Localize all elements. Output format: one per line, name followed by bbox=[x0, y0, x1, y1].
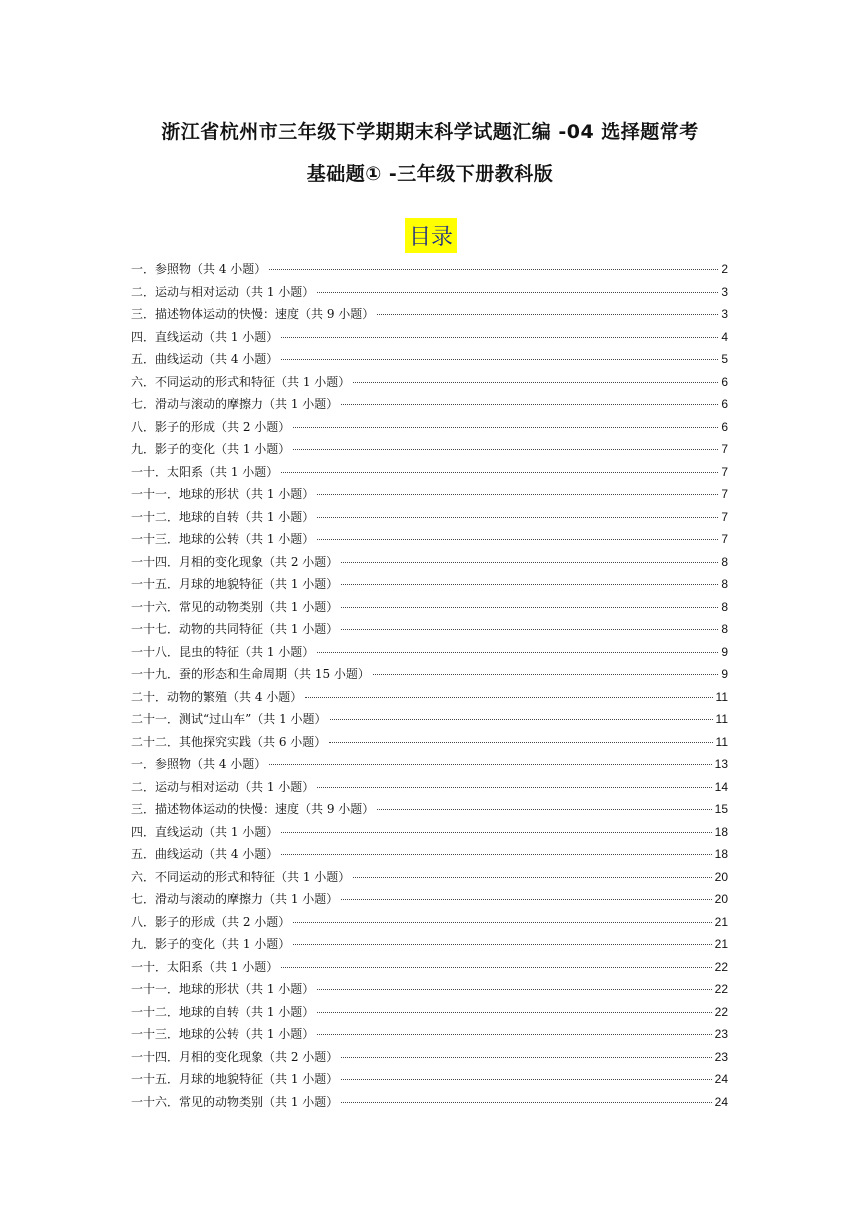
toc-entry-page-number[interactable]: 20 bbox=[714, 869, 728, 884]
toc-entry-page-number[interactable]: 22 bbox=[714, 959, 728, 974]
toc-entry-label[interactable]: 一十一．地球的形状（共 1 小题） bbox=[131, 982, 315, 996]
toc-entry-page-number[interactable]: 9 bbox=[721, 667, 728, 681]
toc-dot-leader bbox=[281, 337, 718, 338]
toc-entry[interactable] bbox=[131, 821, 728, 844]
toc-dot-leader bbox=[317, 539, 718, 540]
toc-entry[interactable] bbox=[131, 731, 728, 754]
toc-entry-label[interactable]: 五．曲线运动（共 4 小题） bbox=[131, 352, 279, 366]
toc-entry-page-number[interactable]: 5 bbox=[721, 352, 728, 366]
toc-dot-leader bbox=[293, 449, 718, 450]
toc-entry[interactable] bbox=[131, 416, 728, 439]
toc-entry-page-number[interactable]: 7 bbox=[721, 509, 728, 524]
toc-entry-label[interactable]: 二十一．测试“过山车”（共 1 小题） bbox=[131, 712, 327, 726]
toc-dot-leader bbox=[293, 922, 711, 923]
toc-entry-page-number[interactable]: 22 bbox=[714, 1004, 728, 1019]
toc-entry[interactable] bbox=[131, 281, 728, 304]
toc-entry-label[interactable]: 二十二．其他探究实践（共 6 小题） bbox=[131, 734, 327, 749]
toc-dot-leader bbox=[317, 787, 711, 788]
toc-entry[interactable] bbox=[131, 303, 728, 326]
toc-entry-label[interactable]: 一十二．地球的自转（共 1 小题） bbox=[131, 1004, 315, 1019]
toc-dot-leader bbox=[341, 899, 711, 900]
toc-entry-label[interactable]: 七．滑动与滚动的摩擦力（共 1 小题） bbox=[131, 892, 339, 906]
toc-entry[interactable] bbox=[131, 776, 728, 799]
toc-entry-page-number[interactable]: 18 bbox=[714, 824, 728, 839]
toc-dot-leader bbox=[317, 292, 718, 293]
toc-entry-label[interactable]: 一十七．动物的共同特征（共 1 小题） bbox=[131, 622, 339, 636]
toc-entry-label[interactable]: 一十五．月球的地貌特征（共 1 小题） bbox=[131, 577, 339, 591]
toc-entry-label[interactable]: 八．影子的形成（共 2 小题） bbox=[131, 419, 291, 434]
toc-dot-leader bbox=[373, 674, 718, 675]
toc-entry[interactable] bbox=[131, 1046, 728, 1069]
toc-entry-label[interactable]: 五．曲线运动（共 4 小题） bbox=[131, 847, 279, 861]
toc-dot-leader bbox=[317, 517, 718, 518]
toc-entry[interactable] bbox=[131, 326, 728, 349]
toc-dot-leader bbox=[305, 697, 712, 698]
toc-entry-label[interactable]: 六．不同运动的形式和特征（共 1 小题） bbox=[131, 374, 351, 389]
toc-dot-leader bbox=[377, 809, 711, 810]
toc-entry[interactable] bbox=[131, 663, 728, 686]
toc-entry-page-number[interactable]: 20 bbox=[714, 892, 728, 906]
toc-entry-page-number[interactable]: 18 bbox=[714, 847, 728, 861]
toc-dot-leader bbox=[317, 652, 718, 653]
toc-entry-page-number[interactable]: 21 bbox=[714, 937, 728, 951]
toc-entry-label[interactable]: 一十六．常见的动物类别（共 1 小题） bbox=[131, 1094, 339, 1109]
toc-entry-page-number[interactable]: 8 bbox=[721, 599, 728, 614]
toc-entry-page-number[interactable]: 6 bbox=[721, 397, 728, 411]
document-title-line-2: 基础题① -三年级下册教科版 bbox=[306, 163, 554, 185]
toc-entry-page-number[interactable]: 7 bbox=[721, 532, 728, 546]
toc-entry-label[interactable]: 三．描述物体运动的快慢：速度（共 9 小题） bbox=[131, 307, 375, 321]
toc-dot-leader bbox=[341, 584, 718, 585]
toc-entry-label[interactable]: 二．运动与相对运动（共 1 小题） bbox=[131, 779, 315, 794]
toc-entry-page-number[interactable]: 13 bbox=[714, 757, 728, 771]
toc-dot-leader bbox=[317, 1034, 711, 1035]
toc-entry-page-number[interactable]: 8 bbox=[721, 622, 728, 636]
toc-entry-page-number[interactable]: 3 bbox=[721, 307, 728, 321]
toc-entry-page-number[interactable]: 8 bbox=[721, 554, 728, 569]
toc-entry[interactable] bbox=[131, 618, 728, 641]
toc-dot-leader bbox=[329, 742, 712, 743]
toc-dot-leader bbox=[293, 944, 711, 945]
toc-entry[interactable] bbox=[131, 551, 728, 574]
toc-entry-page-number[interactable]: 8 bbox=[721, 577, 728, 591]
toc-entry-label[interactable]: 一十．太阳系（共 1 小题） bbox=[131, 959, 279, 974]
toc-entry[interactable] bbox=[131, 798, 728, 821]
toc-dot-leader bbox=[269, 269, 718, 270]
toc-entry[interactable] bbox=[131, 1091, 728, 1114]
toc-entry-page-number[interactable]: 24 bbox=[714, 1072, 728, 1086]
toc-entry-page-number[interactable]: 15 bbox=[714, 802, 728, 816]
toc-dot-leader bbox=[293, 427, 718, 428]
toc-entry[interactable] bbox=[131, 708, 728, 731]
toc-entry[interactable] bbox=[131, 641, 728, 664]
toc-entry-page-number[interactable]: 11 bbox=[715, 712, 728, 726]
toc-entry[interactable] bbox=[131, 911, 728, 934]
toc-dot-leader bbox=[281, 854, 711, 855]
toc-dot-leader bbox=[341, 1079, 711, 1080]
toc-entry-page-number[interactable]: 14 bbox=[714, 779, 728, 794]
toc-dot-leader bbox=[341, 1057, 711, 1058]
toc-entry-label[interactable]: 一．参照物（共 4 小题） bbox=[131, 262, 267, 276]
toc-entry-page-number[interactable]: 9 bbox=[721, 644, 728, 659]
toc-entry-label[interactable]: 一十八．昆虫的特征（共 1 小题） bbox=[131, 644, 315, 659]
toc-entry-page-number[interactable]: 7 bbox=[721, 487, 728, 501]
toc-entry-label[interactable]: 一十四．月相的变化现象（共 2 小题） bbox=[131, 1049, 339, 1064]
document-title-line-1: 浙江省杭州市三年级下学期期末科学试题汇编 -04 选择题常考 bbox=[161, 121, 699, 143]
toc-entry[interactable] bbox=[131, 438, 728, 461]
toc-entry-label[interactable]: 一十五．月球的地貌特征（共 1 小题） bbox=[131, 1072, 339, 1086]
toc-entry[interactable] bbox=[131, 978, 728, 1001]
toc-dot-leader bbox=[281, 472, 718, 473]
toc-dot-leader bbox=[341, 629, 718, 630]
toc-dot-leader bbox=[341, 607, 718, 608]
toc-entry[interactable] bbox=[131, 956, 728, 979]
toc-dot-leader bbox=[317, 989, 711, 990]
toc-dot-leader bbox=[353, 877, 711, 878]
toc-entry-page-number[interactable]: 11 bbox=[715, 734, 728, 749]
toc-entry[interactable] bbox=[131, 1023, 728, 1046]
toc-entry[interactable] bbox=[131, 573, 728, 596]
table-of-contents bbox=[131, 258, 728, 1113]
toc-entry-page-number[interactable]: 7 bbox=[721, 442, 728, 456]
toc-entry-page-number[interactable]: 23 bbox=[714, 1027, 728, 1041]
toc-entry-label[interactable]: 四．直线运动（共 1 小题） bbox=[131, 329, 279, 344]
toc-entry-page-number[interactable]: 3 bbox=[721, 284, 728, 299]
toc-dot-leader bbox=[317, 1012, 711, 1013]
toc-entry-label[interactable]: 九．影子的变化（共 1 小题） bbox=[131, 442, 291, 456]
toc-entry[interactable] bbox=[131, 1068, 728, 1091]
toc-entry-page-number[interactable]: 21 bbox=[714, 914, 728, 929]
toc-entry-page-number[interactable]: 6 bbox=[721, 374, 728, 389]
toc-entry[interactable] bbox=[131, 348, 728, 371]
toc-entry[interactable] bbox=[131, 596, 728, 619]
toc-entry[interactable] bbox=[131, 753, 728, 776]
toc-entry-page-number[interactable]: 22 bbox=[714, 982, 728, 996]
toc-entry[interactable] bbox=[131, 1001, 728, 1024]
toc-entry-label[interactable]: 一十六．常见的动物类别（共 1 小题） bbox=[131, 599, 339, 614]
toc-dot-leader bbox=[317, 494, 718, 495]
toc-entry-page-number[interactable]: 24 bbox=[714, 1094, 728, 1109]
toc-entry-label[interactable]: 一．参照物（共 4 小题） bbox=[131, 757, 267, 771]
toc-entry-label[interactable]: 七．滑动与滚动的摩擦力（共 1 小题） bbox=[131, 397, 339, 411]
toc-entry[interactable] bbox=[131, 393, 728, 416]
toc-entry[interactable] bbox=[131, 843, 728, 866]
toc-dot-leader bbox=[281, 967, 711, 968]
toc-entry-page-number[interactable]: 6 bbox=[721, 419, 728, 434]
toc-entry-label[interactable]: 一十三．地球的公转（共 1 小题） bbox=[131, 1027, 315, 1041]
toc-entry[interactable] bbox=[131, 933, 728, 956]
toc-entry-page-number[interactable]: 4 bbox=[721, 329, 728, 344]
toc-dot-leader bbox=[281, 832, 711, 833]
toc-heading: 目录 bbox=[405, 218, 457, 253]
toc-entry-label[interactable]: 三．描述物体运动的快慢：速度（共 9 小题） bbox=[131, 802, 375, 816]
toc-entry-label[interactable]: 九．影子的变化（共 1 小题） bbox=[131, 937, 291, 951]
toc-entry-label[interactable]: 六．不同运动的形式和特征（共 1 小题） bbox=[131, 869, 351, 884]
toc-entry[interactable] bbox=[131, 461, 728, 484]
toc-entry[interactable] bbox=[131, 866, 728, 889]
toc-entry-label[interactable]: 一十九．蚕的形态和生命周期（共 15 小题） bbox=[131, 667, 370, 681]
toc-entry-label[interactable]: 一十一．地球的形状（共 1 小题） bbox=[131, 487, 315, 501]
toc-dot-leader bbox=[341, 404, 718, 405]
toc-dot-leader bbox=[377, 314, 718, 315]
toc-entry-label[interactable]: 一十四．月相的变化现象（共 2 小题） bbox=[131, 554, 339, 569]
toc-entry-label[interactable]: 一十．太阳系（共 1 小题） bbox=[131, 464, 279, 479]
toc-dot-leader bbox=[341, 562, 718, 563]
toc-entry[interactable] bbox=[131, 528, 728, 551]
toc-entry-page-number[interactable]: 23 bbox=[714, 1049, 728, 1064]
toc-entry-label[interactable]: 四．直线运动（共 1 小题） bbox=[131, 824, 279, 839]
toc-entry-label[interactable]: 八．影子的形成（共 2 小题） bbox=[131, 914, 291, 929]
toc-dot-leader bbox=[281, 359, 718, 360]
toc-entry-page-number[interactable]: 7 bbox=[721, 464, 728, 479]
toc-entry-page-number[interactable]: 2 bbox=[721, 262, 728, 276]
toc-entry-label[interactable]: 二．运动与相对运动（共 1 小题） bbox=[131, 284, 315, 299]
toc-dot-leader bbox=[341, 1102, 711, 1103]
toc-entry-label[interactable]: 一十二．地球的自转（共 1 小题） bbox=[131, 509, 315, 524]
toc-entry[interactable] bbox=[131, 888, 728, 911]
toc-entry[interactable] bbox=[131, 506, 728, 529]
toc-entry[interactable] bbox=[131, 258, 728, 281]
toc-dot-leader bbox=[269, 764, 711, 765]
toc-entry[interactable] bbox=[131, 371, 728, 394]
toc-entry[interactable] bbox=[131, 686, 728, 709]
toc-dot-leader bbox=[353, 382, 718, 383]
toc-entry-page-number[interactable]: 11 bbox=[715, 689, 728, 704]
toc-entry-label[interactable]: 二十．动物的繁殖（共 4 小题） bbox=[131, 689, 303, 704]
toc-entry-label[interactable]: 一十三．地球的公转（共 1 小题） bbox=[131, 532, 315, 546]
toc-dot-leader bbox=[330, 719, 713, 720]
toc-entry[interactable] bbox=[131, 483, 728, 506]
